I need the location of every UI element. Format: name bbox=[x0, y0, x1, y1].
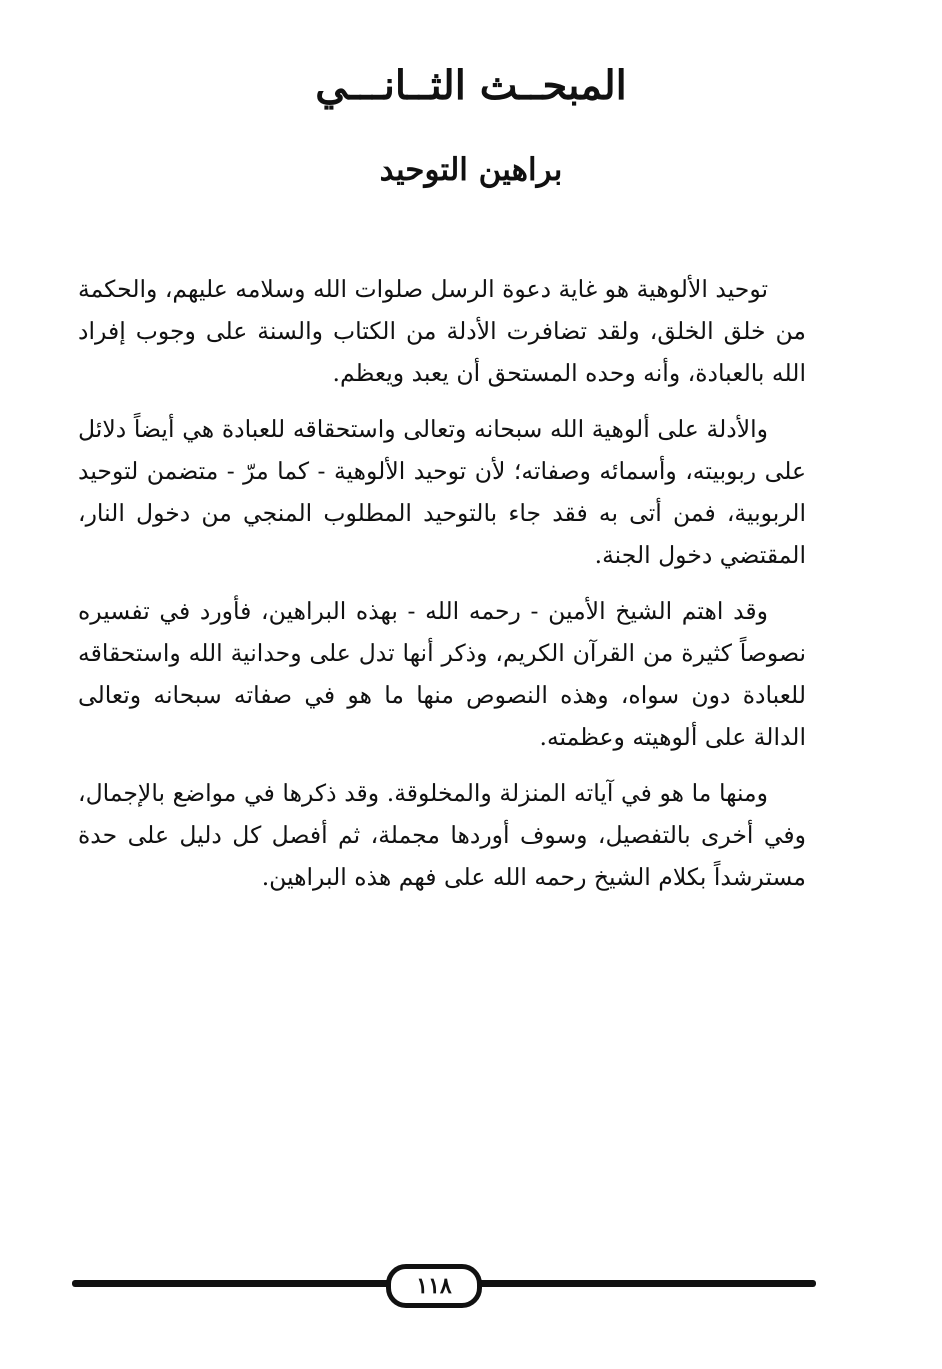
page-number: ١١٨ bbox=[386, 1264, 482, 1308]
paragraph-2: والأدلة على ألوهية الله سبحانه وتعالى واستحقاقه للعبادة هي أيضاً دلائل على ربوبيته، وأسمائه وصفاته؛ لأن توحيد الألوهية - كما مرّ - متضمن لتوحيد الربوبية، فمن أتى به فقد جاء بالتوحيد المطلوب المنجي من دخول النار، المقتضي دخول الجنة. bbox=[78, 415, 806, 569]
paragraph-4: ومنها ما هو في آياته المنزلة والمخلوقة. وقد ذكرها في مواضع بالإجمال، وفي أخرى بالتفصيل، وسوف أوردها مجملة، ثم أفصل كل دليل على حدة مسترشداً بكلام الشيخ رحمه الله على فهم هذه البراهين. bbox=[78, 779, 806, 891]
footer-rule-left bbox=[72, 1280, 390, 1287]
page-footer bbox=[72, 1264, 816, 1304]
body-text bbox=[78, 268, 806, 912]
paragraph-3: وقد اهتم الشيخ الأمين - رحمه الله - بهذه البراهين، فأورد في تفسيره نصوصاً كثيرة من القرآن الكريم، وذكر أنها تدل على وحدانية الله واستحقاقه للعبادة دون سواه، وهذه النصوص منها ما هو في صفاته سبحانه وتعالى الدالة على ألوهيته وعظمته. bbox=[78, 597, 806, 751]
chapter-title: المبحــث الثــانـــي bbox=[315, 62, 627, 109]
section-title: براهين التوحيد bbox=[379, 152, 563, 188]
paragraph-1: توحيد الألوهية هو غاية دعوة الرسل صلوات الله وسلامه عليهم، والحكمة من خلق الخلق، ولقد تضافرت الأدلة من الكتاب والسنة على وجوب إفراد الله بالعبادة، وأنه وحده المستحق أن يعبد ويعظم. bbox=[77, 275, 806, 387]
footer-rule-right bbox=[476, 1280, 816, 1287]
